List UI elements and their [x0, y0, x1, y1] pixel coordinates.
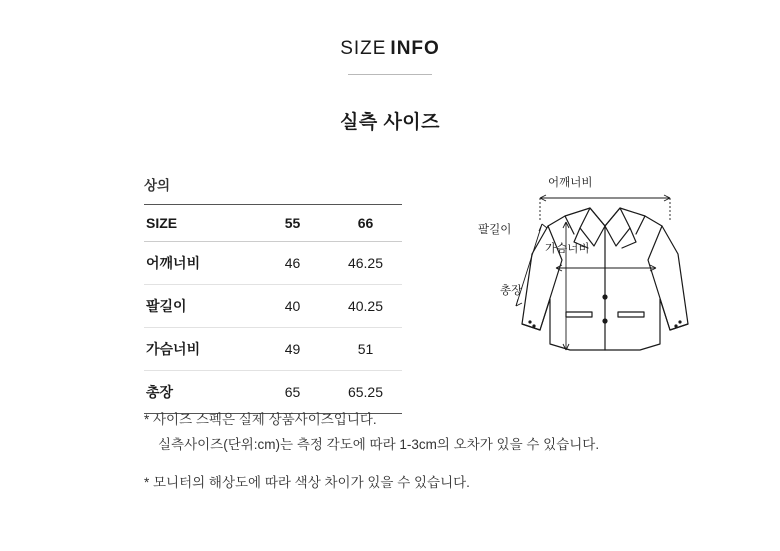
- content-area: [0, 174, 780, 404]
- cell-sleeve-55: 40: [256, 285, 329, 328]
- row-label-sleeve: 팔길이: [144, 285, 256, 328]
- jacket-illustration-icon: [470, 164, 740, 394]
- page-title: [0, 38, 780, 60]
- row-label-length: 총장: [144, 371, 256, 414]
- note-line-1: * 사이즈 스펙은 실제 상품사이즈입니다.: [144, 412, 377, 427]
- label-shoulder-width: 어깨너비: [548, 177, 593, 189]
- page-subtitle: 실측 사이즈: [339, 112, 441, 133]
- cell-chest-55: 49: [256, 328, 329, 371]
- label-chest-width: 가슴너비: [545, 243, 590, 255]
- row-label-chest: 가슴너비: [144, 328, 256, 371]
- label-total-length: 총장: [500, 285, 523, 297]
- note-line-3: * 모니터의 해상도에 따라 색상 차이가 있을 수 있습니다.: [144, 474, 470, 490]
- label-sleeve-length: 팔길이: [478, 224, 512, 236]
- cell-sleeve-66: 40.25: [329, 285, 402, 328]
- header-divider: [348, 74, 432, 75]
- column-header-66: 66: [329, 205, 402, 242]
- table-header-row: [144, 205, 402, 242]
- cell-chest-66: 51: [329, 328, 402, 371]
- page-title-bold: INFO: [390, 38, 440, 59]
- row-label-shoulder: 어깨너비: [144, 242, 256, 285]
- cell-length-66: 65.25: [329, 371, 402, 414]
- table-row: [144, 285, 402, 328]
- table-row: [144, 328, 402, 371]
- cell-length-55: 65: [256, 371, 329, 414]
- table-row: [144, 242, 402, 285]
- size-table: [144, 204, 402, 414]
- size-table-body: [144, 242, 402, 414]
- cell-shoulder-66: 46.25: [329, 242, 402, 285]
- category-label: 상의: [144, 178, 171, 193]
- column-header-size: SIZE: [144, 205, 256, 242]
- size-table-section: [144, 174, 402, 414]
- note-line-2: 실측사이즈(단위:cm)는 측정 각도에 따라 1-3cm의 오차가 있을 수 있습니다.: [158, 436, 600, 452]
- page-header: [0, 0, 780, 134]
- jacket-diagram: [470, 164, 740, 394]
- notes-section: [144, 408, 599, 496]
- cell-shoulder-55: 46: [256, 242, 329, 285]
- size-table-head: [144, 205, 402, 242]
- column-header-55: 55: [256, 205, 329, 242]
- page-title-light: SIZE: [340, 38, 387, 59]
